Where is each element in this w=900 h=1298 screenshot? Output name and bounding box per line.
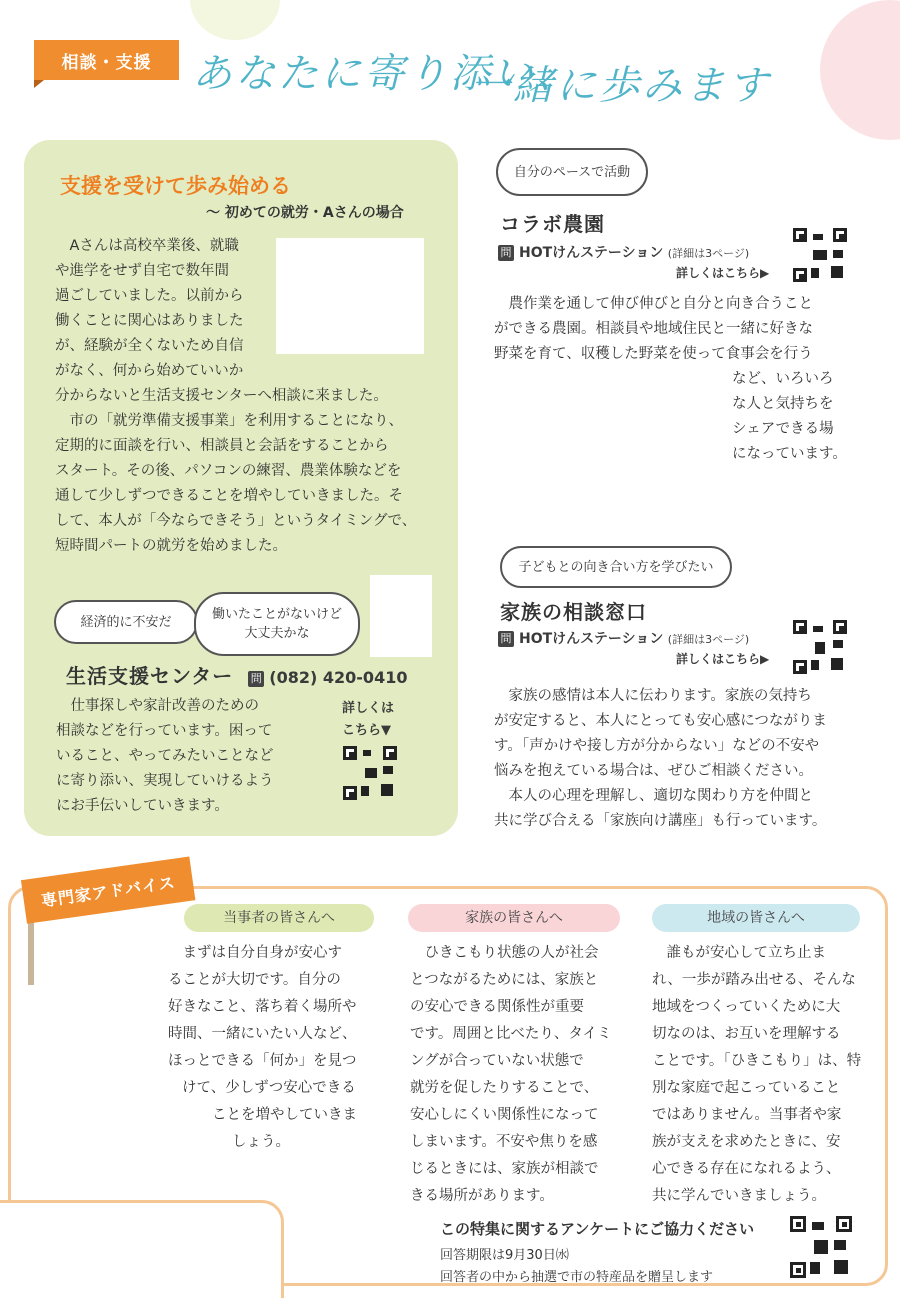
case-subtitle: ～ 初めての就労・Aさんの場合	[206, 205, 404, 221]
advice-body-family: ひきこもり状態の人が社会 とつながるためには、家族と の安心できる関係性が重要 です。周囲と比べたり、タイミ ングが合っていない状態で 就労を促したりすることで、 安心しにくい関係性になって しまいます。不安や焦りを感 じるときには、家族が相談で きる場所があります。	[410, 945, 612, 1204]
advice-frame-notch	[0, 1200, 284, 1298]
farm-more-link[interactable]: 詳しくはこちら▶	[676, 266, 770, 280]
qr-code-icon[interactable]	[793, 228, 847, 282]
inquiry-icon: 問	[248, 671, 264, 687]
qr-code-icon[interactable]	[343, 746, 397, 800]
survey-title: この特集に関するアンケートにご協力ください	[440, 1220, 755, 1238]
thought-bubble: 働いたことがないけど 大丈夫かな	[194, 592, 360, 656]
family-more-link[interactable]: 詳しくはこちら▶	[676, 652, 770, 666]
center-more-link[interactable]: 詳しくは こちら▼	[342, 701, 395, 738]
thought-bubble: 経済的に不安だ	[54, 600, 198, 644]
advice-body-self: まずは自分自身が安心す ることが大切です。自分の 好きなこと、落ち着く場所や 時間、一緒にいたい人など、 ほっとできる「何か」を見つ けて、少しずつ安心できる ことを増やしていきま しょう。	[168, 945, 357, 1150]
farm-contact: 問 HOTけんステーション (詳細は3ページ)	[498, 242, 749, 262]
decor-blob	[820, 0, 900, 140]
inquiry-icon: 問	[498, 245, 514, 261]
inquiry-icon: 問	[498, 631, 514, 647]
thought-bubble: 子どもとの向き合い方を学びたい	[500, 546, 732, 588]
advice-head-self: 当事者の皆さんへ	[184, 904, 374, 932]
family-title: 家族の相談窓口	[500, 600, 647, 624]
advice-body-community: 誰もが安心して立ち止ま れ、一歩が踏み出せる、そんな 地域をつくっていくために大 切なのは、お互いを理解する ことです。「ひきこもり」は、特 別な家庭で起こっていること ではありません。当事者や家 族が支えを求めたときに、安 心できる存在になれるよう、 共に学んでいきましょう。	[652, 945, 862, 1204]
qr-code-icon[interactable]	[793, 620, 847, 674]
advice-head-family: 家族の皆さんへ	[408, 904, 620, 932]
case-photo-small	[370, 575, 432, 657]
decor-blob	[190, 0, 280, 40]
advice-head-community: 地域の皆さんへ	[652, 904, 860, 932]
case-body: Aさんは高校卒業後、就職 や進学をせず自宅で数年間 過ごしていました。以前から 働くことに関心はありました が、経験が全くないため自信 がなく、何から始めていいか 分からないと生活支援センターへ相談に来ました。 市の「就労準備支援事業」を利用することになり、 定期的に面談を行い、相談員と会話をすることから スタート。その後、パソコンの練習、農業体験などを 通して少しずつできることを増やしていきました。そ して、本人が「今ならできそう」というタイミングで、 短時間パートの就労を始めました。	[55, 238, 417, 554]
category-tag: 相談・支援	[34, 40, 179, 80]
center-name: 生活支援センター	[66, 664, 234, 688]
family-contact: 問 HOTけんステーション (詳細は3ページ)	[498, 628, 749, 648]
survey-deadline: 回答期限は9月30日㈬	[440, 1248, 569, 1263]
advice-flag: 専門家アドバイス	[21, 857, 195, 924]
headline-line1: あなたに寄り添い、	[192, 51, 579, 97]
family-body: 家族の感情は本人に伝わります。家族の気持ち が安定すると、本人にとっても安心感につながりま す。「声かけや接し方が分からない」などの不安や 悩みを抱えている場合は、ぜひご相談ください。 本人の心理を理解し、適切な関わり方を仲間と 共に学び合える「家族向け講座」も行っています。	[494, 688, 827, 829]
thought-bubble: 自分のペースで活動	[496, 148, 648, 196]
center-body: 仕事探しや家計改善のための 相談などを行っています。困って いること、やってみたいことなど に寄り添い、実現していけるよう にお手伝いしていきます。	[56, 698, 274, 814]
case-title: 支援を受けて歩み始める	[60, 174, 291, 198]
farm-title: コラボ農園	[500, 212, 605, 236]
center-heading	[66, 660, 407, 689]
center-phone[interactable]: (082) 420-0410	[269, 668, 408, 687]
farm-body: 農作業を通して伸び伸びと自分と向き合うこと ができる農園。相談員や地域住民と一緒に好きな 野菜を育て、収穫した野菜を使って食事会を行う	[494, 296, 813, 362]
headline-line2: 一緒に歩みます	[470, 63, 771, 109]
qr-code-icon[interactable]	[790, 1216, 852, 1278]
survey-prize: 回答者の中から抽選で市の特産品を贈呈します	[440, 1270, 714, 1285]
farm-body-right: など、いろいろ な人と気持ちを シェアできる場 になっています。	[732, 371, 847, 462]
